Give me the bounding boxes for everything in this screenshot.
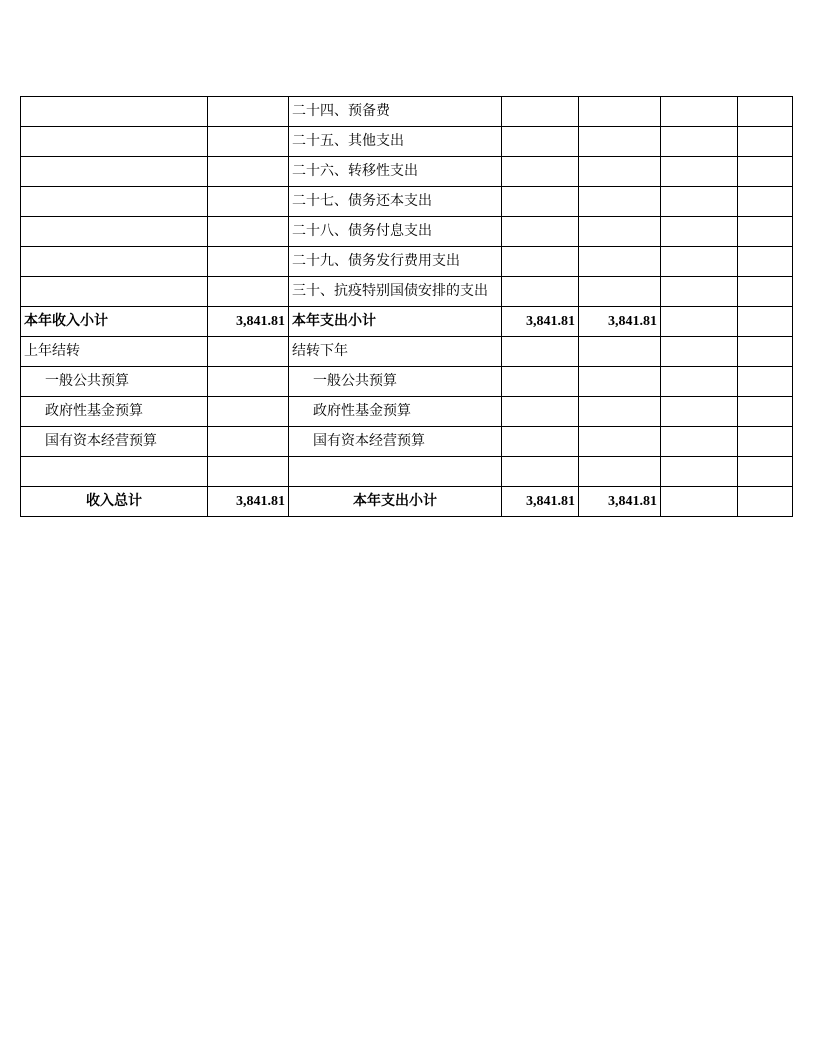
table-cell bbox=[208, 367, 289, 397]
budget-table-body bbox=[21, 97, 793, 517]
table-cell: 国有资本经营预算 bbox=[21, 427, 208, 457]
table-cell bbox=[738, 397, 793, 427]
table-cell bbox=[579, 397, 661, 427]
table-cell bbox=[21, 157, 208, 187]
table-cell bbox=[21, 277, 208, 307]
table-cell bbox=[502, 157, 579, 187]
table-cell bbox=[21, 247, 208, 277]
table-cell bbox=[208, 457, 289, 487]
table-cell bbox=[738, 97, 793, 127]
table-cell bbox=[661, 457, 738, 487]
table-cell bbox=[502, 277, 579, 307]
table-cell: 3,841.81 bbox=[579, 307, 661, 337]
table-cell bbox=[289, 457, 502, 487]
table-cell bbox=[502, 457, 579, 487]
table-cell bbox=[579, 427, 661, 457]
table-cell bbox=[502, 247, 579, 277]
table-row bbox=[21, 337, 793, 367]
table-row bbox=[21, 487, 793, 517]
table-cell: 上年结转 bbox=[21, 337, 208, 367]
table-cell bbox=[208, 187, 289, 217]
table-cell bbox=[502, 337, 579, 367]
table-row bbox=[21, 187, 793, 217]
table-cell bbox=[21, 97, 208, 127]
table-cell: 3,841.81 bbox=[502, 307, 579, 337]
table-cell bbox=[502, 367, 579, 397]
table-cell bbox=[661, 127, 738, 157]
table-cell bbox=[738, 337, 793, 367]
table-cell bbox=[738, 157, 793, 187]
table-cell: 二十九、债务发行费用支出 bbox=[289, 247, 502, 277]
table-cell bbox=[661, 247, 738, 277]
table-cell bbox=[738, 457, 793, 487]
table-row bbox=[21, 427, 793, 457]
table-cell bbox=[738, 127, 793, 157]
table-cell bbox=[208, 427, 289, 457]
table-cell: 一般公共预算 bbox=[21, 367, 208, 397]
table-cell bbox=[21, 127, 208, 157]
table-cell bbox=[579, 127, 661, 157]
table-cell bbox=[661, 487, 738, 517]
table-cell: 3,841.81 bbox=[579, 487, 661, 517]
table-row bbox=[21, 277, 793, 307]
table-row bbox=[21, 127, 793, 157]
table-cell bbox=[502, 127, 579, 157]
table-cell bbox=[579, 187, 661, 217]
table-row bbox=[21, 457, 793, 487]
table-cell: 本年支出小计 bbox=[289, 307, 502, 337]
table-cell: 国有资本经营预算 bbox=[289, 427, 502, 457]
table-cell bbox=[579, 277, 661, 307]
table-cell bbox=[661, 307, 738, 337]
table-cell: 二十六、转移性支出 bbox=[289, 157, 502, 187]
table-cell: 二十八、债务付息支出 bbox=[289, 217, 502, 247]
table-cell bbox=[661, 217, 738, 247]
table-cell bbox=[661, 187, 738, 217]
table-cell bbox=[738, 277, 793, 307]
table-row bbox=[21, 397, 793, 427]
table-cell bbox=[661, 97, 738, 127]
table-cell bbox=[579, 97, 661, 127]
table-row bbox=[21, 307, 793, 337]
table-cell bbox=[738, 217, 793, 247]
table-cell bbox=[661, 427, 738, 457]
table-cell bbox=[579, 157, 661, 187]
table-cell: 3,841.81 bbox=[208, 307, 289, 337]
table-cell bbox=[502, 427, 579, 457]
table-cell: 本年收入小计 bbox=[21, 307, 208, 337]
budget-summary-table bbox=[20, 96, 793, 517]
table-cell bbox=[661, 157, 738, 187]
table-row bbox=[21, 157, 793, 187]
table-cell bbox=[579, 457, 661, 487]
table-cell bbox=[208, 157, 289, 187]
table-cell bbox=[502, 217, 579, 247]
table-cell bbox=[738, 487, 793, 517]
table-row bbox=[21, 97, 793, 127]
table-cell bbox=[579, 337, 661, 367]
table-cell: 结转下年 bbox=[289, 337, 502, 367]
table-cell bbox=[738, 247, 793, 277]
table-cell: 二十四、预备费 bbox=[289, 97, 502, 127]
table-cell bbox=[579, 367, 661, 397]
table-cell bbox=[579, 247, 661, 277]
table-cell: 收入总计 bbox=[21, 487, 208, 517]
table-cell bbox=[21, 457, 208, 487]
table-cell bbox=[738, 427, 793, 457]
table-cell bbox=[661, 337, 738, 367]
table-cell bbox=[502, 187, 579, 217]
table-cell bbox=[21, 217, 208, 247]
table-cell: 3,841.81 bbox=[502, 487, 579, 517]
table-cell: 本年支出小计 bbox=[289, 487, 502, 517]
table-cell bbox=[208, 397, 289, 427]
table-cell: 一般公共预算 bbox=[289, 367, 502, 397]
table-cell bbox=[208, 217, 289, 247]
table-cell bbox=[661, 367, 738, 397]
table-cell: 三十、抗疫特别国债安排的支出 bbox=[289, 277, 502, 307]
table-row bbox=[21, 247, 793, 277]
table-cell bbox=[208, 127, 289, 157]
table-cell bbox=[502, 397, 579, 427]
table-cell: 二十七、债务还本支出 bbox=[289, 187, 502, 217]
table-cell bbox=[208, 97, 289, 127]
table-cell bbox=[738, 187, 793, 217]
table-cell: 政府性基金预算 bbox=[21, 397, 208, 427]
table-cell: 3,841.81 bbox=[208, 487, 289, 517]
table-cell: 政府性基金预算 bbox=[289, 397, 502, 427]
table-cell bbox=[502, 97, 579, 127]
table-cell bbox=[661, 277, 738, 307]
table-row bbox=[21, 367, 793, 397]
table-row bbox=[21, 217, 793, 247]
table-cell bbox=[738, 367, 793, 397]
table-cell bbox=[208, 247, 289, 277]
table-cell bbox=[579, 217, 661, 247]
table-cell: 二十五、其他支出 bbox=[289, 127, 502, 157]
table-cell bbox=[208, 277, 289, 307]
table-cell bbox=[661, 397, 738, 427]
table-cell bbox=[21, 187, 208, 217]
table-cell bbox=[208, 337, 289, 367]
table-cell bbox=[738, 307, 793, 337]
